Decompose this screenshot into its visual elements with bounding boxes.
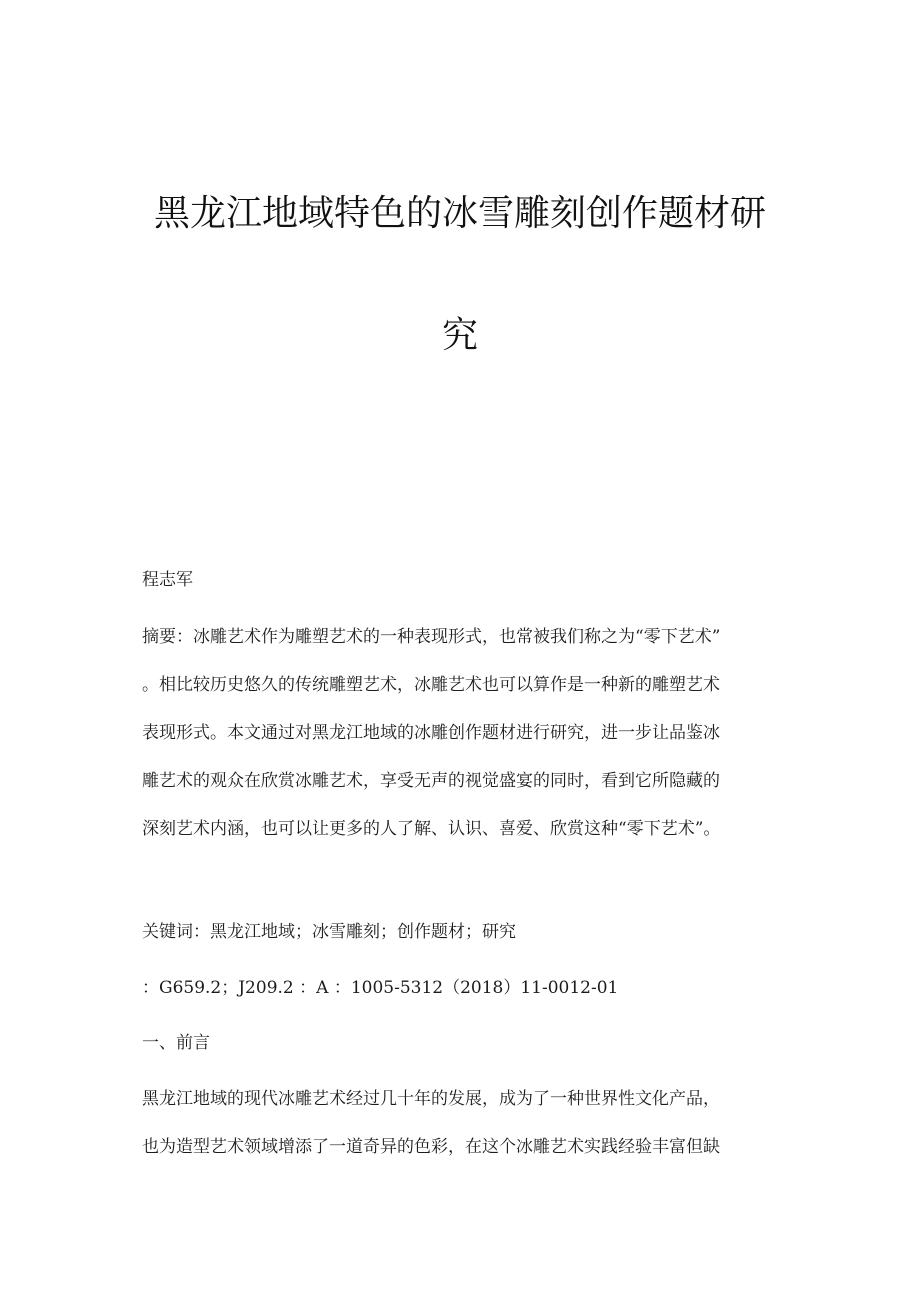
body-line-1: 黑龙江地域的现代冰雕艺术经过几十年的发展，成为了一种世界性文化产品，	[142, 1089, 720, 1109]
paper-title-line-2: 究	[441, 315, 478, 356]
body-line-2: 也为造型艺术领域增添了一道奇异的色彩，在这个冰雕艺术实践经验丰富但缺	[142, 1137, 720, 1157]
keywords-line: 关键词：黑龙江地域；冰雪雕刻；创作题材；研究	[142, 922, 516, 942]
author-name: 程志军	[142, 570, 193, 590]
classification-line: ：G659.2；J209.2 ：A ：1005-5312（2018）11-0012-01	[142, 978, 619, 998]
section-heading: 一、前言	[142, 1033, 210, 1053]
abstract-line-2: 。相比较历史悠久的传统雕塑艺术，冰雕艺术也可以算作是一种新的雕塑艺术	[142, 675, 720, 695]
abstract-line-5: 深刻艺术内涵，也可以让更多的人了解、认识、喜爱、欣赏这种“零下艺术”。	[142, 819, 721, 839]
paper-title-line-1: 黑龙江地域特色的冰雪雕刻创作题材研	[153, 193, 766, 234]
abstract-line-3: 表现形式。本文通过对黑龙江地域的冰雕创作题材进行研究，进一步让品鉴冰	[142, 723, 720, 743]
abstract-line-4: 雕艺术的观众在欣赏冰雕艺术，享受无声的视觉盛宴的同时，看到它所隐藏的	[142, 771, 720, 791]
abstract-line-1: 摘要：冰雕艺术作为雕塑艺术的一种表现形式，也常被我们称之为“零下艺术”	[142, 627, 721, 647]
